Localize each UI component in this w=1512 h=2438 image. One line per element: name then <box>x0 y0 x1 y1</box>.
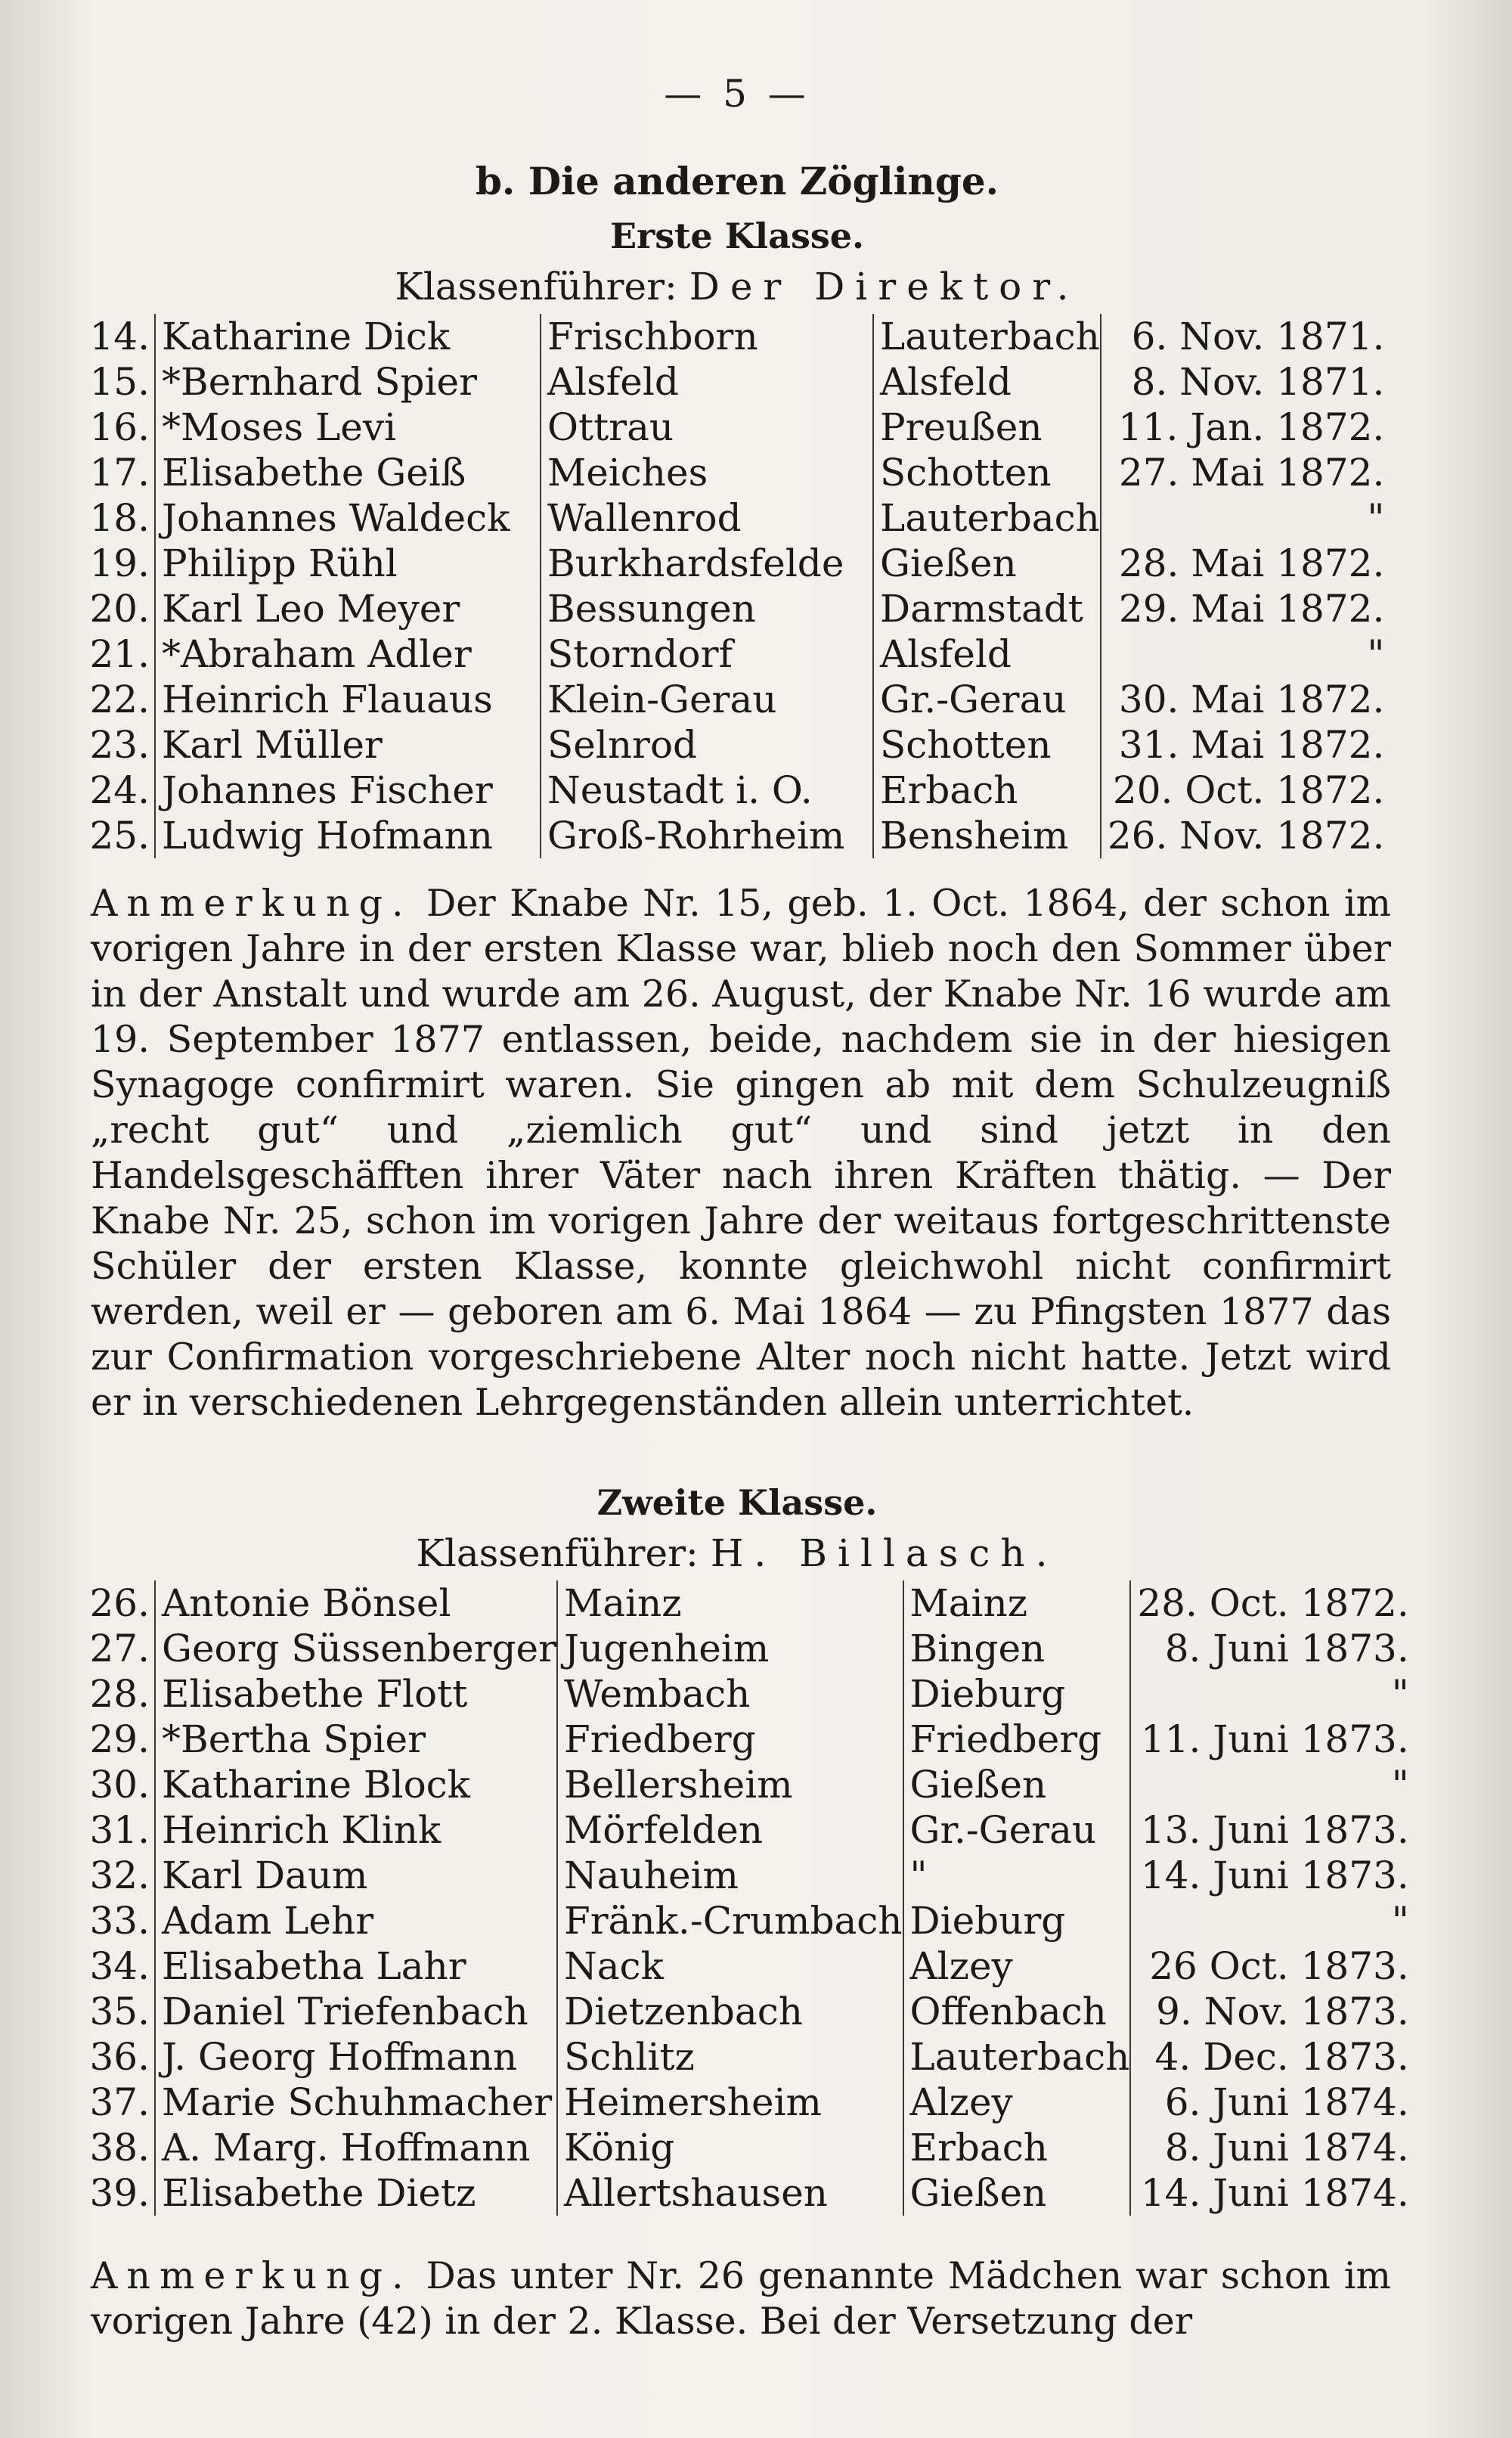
table-row <box>83 1898 1409 1943</box>
table-row <box>83 677 1384 722</box>
student-birthplace: Mörfelden <box>557 1807 903 1853</box>
student-name: Elisabethe Dietz <box>155 2170 557 2216</box>
page-number: — 5 — <box>664 72 810 116</box>
student-birthplace: Ottrau <box>541 405 873 450</box>
student-birthplace: Heimersheim <box>557 2080 903 2125</box>
table-row <box>83 1717 1409 1762</box>
student-name: Elisabethe Flott <box>155 1671 557 1717</box>
student-name: Georg Süssenberger <box>155 1626 557 1671</box>
student-home: Preußen <box>873 405 1101 450</box>
student-birthdate: " <box>1367 632 1385 676</box>
student-number: 20. <box>83 586 155 631</box>
student-home: Lauterbach <box>873 314 1101 359</box>
table-row <box>83 450 1384 495</box>
student-number: 33. <box>83 1898 155 1943</box>
student-birthdate: 8. Juni 1873. <box>1164 1627 1409 1670</box>
student-number: 21. <box>83 631 155 677</box>
student-home: Darmstadt <box>873 586 1101 631</box>
student-birthplace: Meiches <box>541 450 873 495</box>
table-row <box>83 2125 1409 2170</box>
student-name: Adam Lehr <box>155 1898 557 1943</box>
student-name: *Bertha Spier <box>155 1717 557 1762</box>
student-number: 30. <box>83 1762 155 1807</box>
student-number: 18. <box>83 495 155 541</box>
student-name: Ludwig Hofmann <box>155 813 541 858</box>
student-birthdate: " <box>1391 1763 1409 1807</box>
student-birthplace: Bessungen <box>541 586 873 631</box>
class1-note-text: Der Knabe Nr. 15, geb. 1. Oct. 1864, der schon im vorigen Jahre in der ersten Klasse war, blieb noch den Sommer über in der Anstalt und wurde am 26. August, der Knabe Nr. 16 wurde am 19. September 1877 entlassen, beide, nachdem sie in der hiesigen Synagoge confirmirt waren. Sie gingen ab mit dem Schulzeugniß „recht gut“ und „ziemlich gut“ und sind jetzt in den Handelsgeschäfften ihrer Väter nach ihren Kräften thätig. — Der Knabe Nr. 25, schon im vorigen Jahre der weitaus fortgeschrittenste Schüler der ersten Klasse, konnte gleichwohl nicht confirmirt werden, weil er — geboren am 6. Mai 1864 — zu Pfingsten 1877 das zur Confirmation vorgeschriebene Alter noch nicht hatte. Jetzt wird er in verschiedenen Lehrgegenständen allein unterrichtet. <box>91 882 1392 1424</box>
class2-leader-prefix: Klassenführer: <box>416 1531 699 1575</box>
student-home: Lauterbach <box>903 2034 1131 2080</box>
student-birthdate: 27. Mai 1872. <box>1118 451 1385 495</box>
class1-leader-name: Der Direktor. <box>689 265 1080 309</box>
student-home: Bensheim <box>873 813 1101 858</box>
class1-note <box>91 881 1391 1425</box>
table-row <box>83 359 1384 405</box>
table-row <box>83 2034 1409 2080</box>
student-number: 28. <box>83 1671 155 1717</box>
class2-note-text: Das unter Nr. 26 genannte Mädchen war schon im vorigen Jahre (42) in der 2. Klasse. Bei der Versetzung der <box>91 2254 1391 2343</box>
table-row <box>83 1671 1409 1717</box>
student-birthdate: 9. Nov. 1873. <box>1156 1990 1409 2033</box>
student-home: Lauterbach <box>873 495 1101 541</box>
student-number: 16. <box>83 405 155 450</box>
student-birthplace: Friedberg <box>557 1717 903 1762</box>
student-birthplace: Frischborn <box>541 314 873 359</box>
student-home: " <box>903 1853 1131 1898</box>
student-name: Katharine Block <box>155 1762 557 1807</box>
student-home: Friedberg <box>903 1717 1131 1762</box>
class2-note <box>91 2253 1391 2344</box>
student-birthplace: Mainz <box>557 1580 903 1626</box>
student-name: Karl Müller <box>155 722 541 768</box>
student-birthplace: Storndorf <box>541 631 873 677</box>
student-number: 29. <box>83 1717 155 1762</box>
student-birthdate: 28. Mai 1872. <box>1118 541 1385 585</box>
student-name: Heinrich Flauaus <box>155 677 541 722</box>
student-birthdate: 14. Juni 1873. <box>1140 1853 1409 1897</box>
table-row <box>83 2170 1409 2216</box>
table-row <box>83 768 1384 813</box>
student-birthplace: Selnrod <box>541 722 873 768</box>
table-row <box>83 405 1384 450</box>
student-birthdate: 11. Juni 1873. <box>1140 1717 1409 1761</box>
student-birthdate: 26. Nov. 1872. <box>1107 814 1385 858</box>
table-row <box>83 495 1384 541</box>
student-birthplace: Dietzenbach <box>557 1989 903 2034</box>
student-birthdate: " <box>1367 496 1385 540</box>
student-home: Mainz <box>903 1580 1131 1626</box>
student-birthdate: 31. Mai 1872. <box>1118 723 1385 767</box>
student-name: Heinrich Klink <box>155 1807 557 1853</box>
class2-leader <box>0 1531 1474 1575</box>
student-birthplace: Bellersheim <box>557 1762 903 1807</box>
class1-roster-table <box>83 314 1384 858</box>
student-home: Erbach <box>903 2125 1131 2170</box>
student-name: *Moses Levi <box>155 405 541 450</box>
student-home: Alsfeld <box>873 359 1101 405</box>
student-home: Alzey <box>903 1943 1131 1989</box>
student-birthplace: Groß-Rohrheim <box>541 813 873 858</box>
class1-leader <box>0 265 1474 309</box>
student-number: 36. <box>83 2034 155 2080</box>
table-row <box>83 541 1384 586</box>
student-birthplace: Alsfeld <box>541 359 873 405</box>
student-home: Schotten <box>873 450 1101 495</box>
student-name: Johannes Waldeck <box>155 495 541 541</box>
student-number: 27. <box>83 1626 155 1671</box>
student-home: Dieburg <box>903 1898 1131 1943</box>
table-row <box>83 586 1384 631</box>
student-number: 26. <box>83 1580 155 1626</box>
student-number: 14. <box>83 314 155 359</box>
table-row <box>83 1807 1409 1853</box>
student-number: 37. <box>83 2080 155 2125</box>
student-birthdate: 20. Oct. 1872. <box>1112 768 1385 812</box>
student-number: 25. <box>83 813 155 858</box>
class2-leader-name: H. Billasch. <box>710 1531 1058 1575</box>
student-name: Johannes Fischer <box>155 768 541 813</box>
table-row <box>83 1943 1409 1989</box>
table-row <box>83 722 1384 768</box>
student-birthplace: Nauheim <box>557 1853 903 1898</box>
student-home: Dieburg <box>903 1671 1131 1717</box>
student-name: *Abraham Adler <box>155 631 541 677</box>
student-home: Gießen <box>903 1762 1131 1807</box>
student-number: 24. <box>83 768 155 813</box>
class2-title: Zweite Klasse. <box>596 1482 878 1523</box>
student-number: 17. <box>83 450 155 495</box>
student-birthdate: 11. Jan. 1872. <box>1117 405 1385 449</box>
student-name: Daniel Triefenbach <box>155 1989 557 2034</box>
table-row <box>83 314 1384 359</box>
student-birthplace: Wallenrod <box>541 495 873 541</box>
student-birthplace: Nack <box>557 1943 903 1989</box>
student-number: 22. <box>83 677 155 722</box>
table-row <box>83 1853 1409 1898</box>
student-name: A. Marg. Hoffmann <box>155 2125 557 2170</box>
student-birthdate: 30. Mai 1872. <box>1118 678 1385 721</box>
student-number: 35. <box>83 1989 155 2034</box>
table-row <box>83 1762 1409 1807</box>
student-name: J. Georg Hoffmann <box>155 2034 557 2080</box>
student-birthplace: Schlitz <box>557 2034 903 2080</box>
student-birthplace: Fränk.-Crumbach <box>557 1898 903 1943</box>
class1-title: Erste Klasse. <box>609 216 865 256</box>
student-number: 31. <box>83 1807 155 1853</box>
class2-roster-table <box>83 1580 1409 2216</box>
student-birthdate: 6. Juni 1874. <box>1164 2080 1409 2124</box>
table-row <box>83 631 1384 677</box>
student-birthdate: " <box>1391 1899 1409 1943</box>
student-home: Schotten <box>873 722 1101 768</box>
student-birthplace: Jugenheim <box>557 1626 903 1671</box>
student-birthplace: Wembach <box>557 1671 903 1717</box>
student-birthdate: 14. Juni 1874. <box>1140 2171 1409 2215</box>
student-home: Gießen <box>903 2170 1131 2216</box>
student-birthdate: 4. Dec. 1873. <box>1154 2035 1409 2079</box>
student-name: Karl Leo Meyer <box>155 586 541 631</box>
student-number: 23. <box>83 722 155 768</box>
student-name: Elisabetha Lahr <box>155 1943 557 1989</box>
student-birthplace: Neustadt i. O. <box>541 768 873 813</box>
student-home: Alzey <box>903 2080 1131 2125</box>
student-home: Gr.-Gerau <box>873 677 1101 722</box>
student-birthdate: 29. Mai 1872. <box>1118 587 1385 631</box>
student-birthplace: Klein-Gerau <box>541 677 873 722</box>
student-home: Erbach <box>873 768 1101 813</box>
table-row <box>83 2080 1409 2125</box>
student-birthplace: König <box>557 2125 903 2170</box>
student-birthdate: 6. Nov. 1871. <box>1131 315 1385 358</box>
student-name: Antonie Bönsel <box>155 1580 557 1626</box>
class1-note-lead: Anmerkung. <box>91 882 413 925</box>
student-number: 34. <box>83 1943 155 1989</box>
student-home: Bingen <box>903 1626 1131 1671</box>
table-row <box>83 1580 1409 1626</box>
student-birthdate: 8. Nov. 1871. <box>1131 360 1385 404</box>
student-home: Offenbach <box>903 1989 1131 2034</box>
student-name: Philipp Rühl <box>155 541 541 586</box>
student-number: 15. <box>83 359 155 405</box>
student-birthdate: " <box>1391 1672 1409 1716</box>
student-number: 32. <box>83 1853 155 1898</box>
table-row <box>83 1626 1409 1671</box>
class2-note-lead: Anmerkung. <box>91 2254 413 2297</box>
student-name: *Bernhard Spier <box>155 359 541 405</box>
student-name: Marie Schuhmacher <box>155 2080 557 2125</box>
student-home: Gr.-Gerau <box>903 1807 1131 1853</box>
student-number: 39. <box>83 2170 155 2216</box>
student-name: Karl Daum <box>155 1853 557 1898</box>
student-number: 19. <box>83 541 155 586</box>
student-name: Katharine Dick <box>155 314 541 359</box>
student-birthplace: Allertshausen <box>557 2170 903 2216</box>
student-birthdate: 28. Oct. 1872. <box>1137 1581 1409 1625</box>
student-home: Alsfeld <box>873 631 1101 677</box>
table-row <box>83 1989 1409 2034</box>
student-birthplace: Burkhardsfelde <box>541 541 873 586</box>
class1-leader-prefix: Klassenführer: <box>395 265 677 309</box>
student-number: 38. <box>83 2125 155 2170</box>
table-row <box>83 813 1384 858</box>
student-birthdate: 8. Juni 1874. <box>1164 2126 1409 2170</box>
student-birthdate: 13. Juni 1873. <box>1140 1808 1409 1852</box>
student-birthdate: 26 Oct. 1873. <box>1149 1944 1409 1988</box>
student-name: Elisabethe Geiß <box>155 450 541 495</box>
student-home: Gießen <box>873 541 1101 586</box>
section-title: b. Die anderen Zöglinge. <box>475 159 999 203</box>
